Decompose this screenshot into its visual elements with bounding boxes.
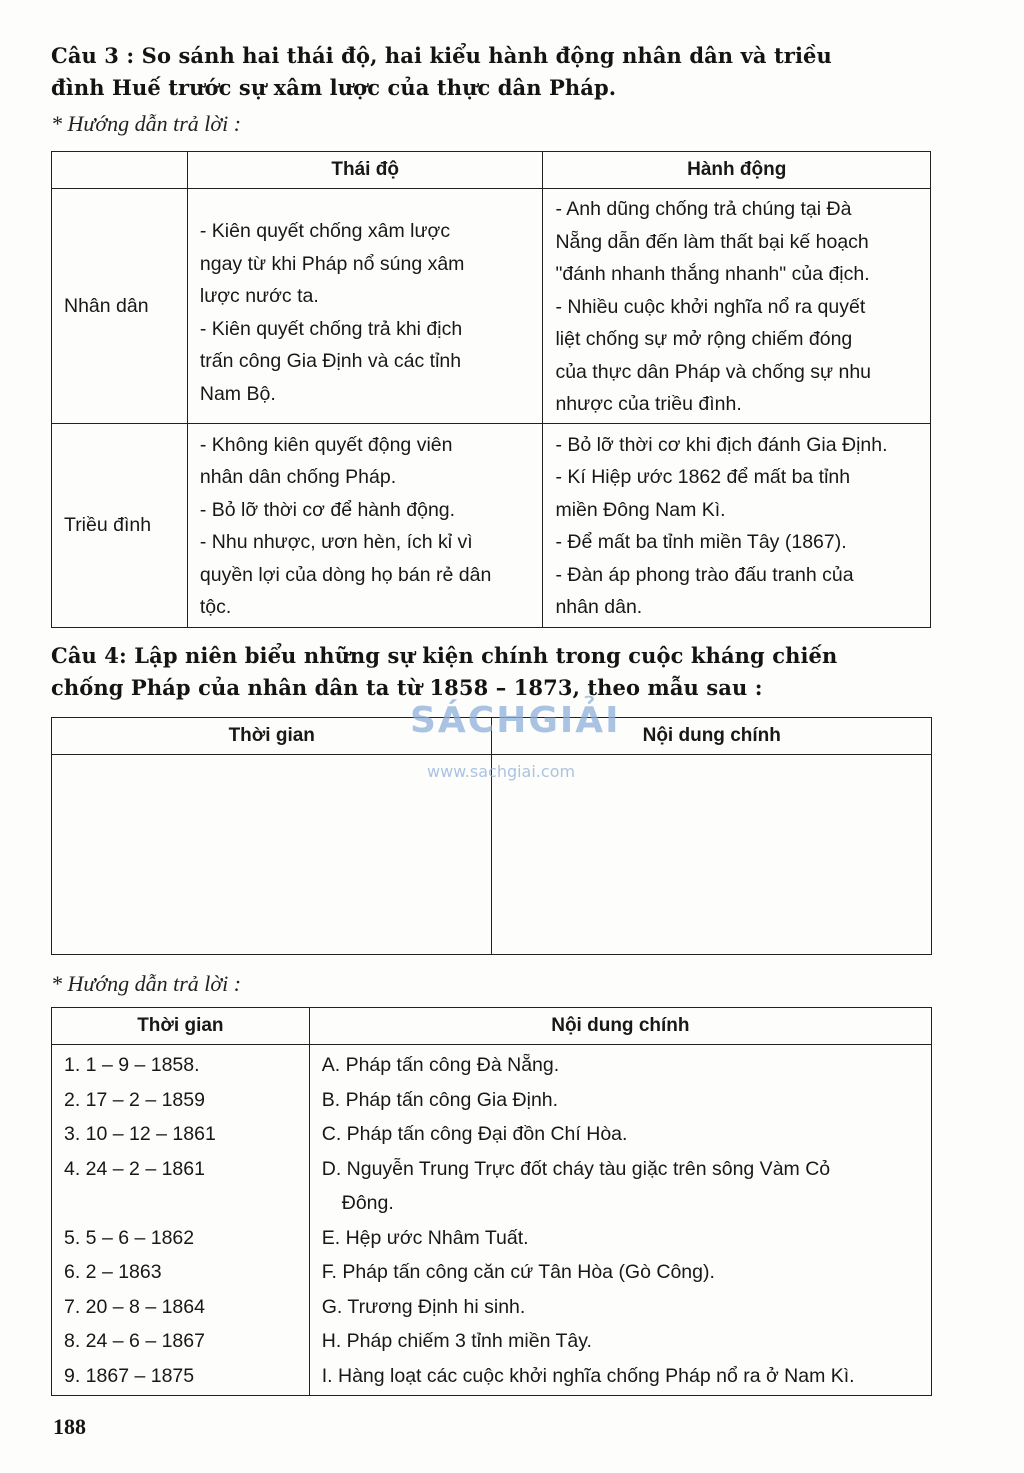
text-line: - Để mất ba tỉnh miền Tây (1867). bbox=[555, 531, 847, 553]
text-line: nhược của triều đình. bbox=[555, 393, 742, 415]
header-attitude: Thái độ bbox=[187, 152, 543, 189]
question-3-line-2: đình Huế trước sự xâm lược của thực dân Pháp. bbox=[51, 75, 617, 100]
text-line: - Bỏ lỡ thời cơ khi địch đánh Gia Định. bbox=[555, 433, 888, 456]
table-row bbox=[52, 423, 931, 627]
content-item: I. Hàng loạt các cuộc khởi nghĩa chống Pháp nổ ra ở Nam Kì. bbox=[321, 1364, 855, 1387]
time-item: 8. 24 – 6 – 1867 bbox=[64, 1330, 205, 1352]
text-line: tộc. bbox=[199, 596, 232, 618]
chronology-header-row bbox=[52, 1008, 932, 1045]
text-line: của thực dân Pháp và chống sự nhu bbox=[555, 360, 872, 383]
header-empty bbox=[52, 152, 188, 189]
people-attitude-cell bbox=[187, 189, 543, 424]
content-item-continuation: Đông. bbox=[341, 1192, 394, 1214]
time-item: 2. 17 – 2 – 1859 bbox=[64, 1088, 205, 1111]
text-line: "đánh nhanh thắng nhanh" của địch. bbox=[555, 263, 870, 285]
text-line: miền Đông Nam Kì. bbox=[555, 498, 726, 521]
content-item: G. Trương Định hi sinh. bbox=[321, 1295, 526, 1318]
time-item: 9. 1867 – 1875 bbox=[64, 1364, 195, 1387]
time-item: 4. 24 – 2 – 1861 bbox=[64, 1157, 205, 1180]
header-action: Hành động bbox=[543, 152, 931, 189]
text-line: ngay từ khi Pháp nổ súng xâm bbox=[199, 252, 465, 275]
text-line: - Anh dũng chống trả chúng tại Đà bbox=[555, 198, 852, 220]
text-line: - Kiên quyết chống xâm lược bbox=[199, 220, 451, 243]
page-number: 188 bbox=[53, 1414, 86, 1439]
text-line: - Đàn áp phong trào đấu tranh của bbox=[555, 563, 854, 586]
content-item: A. Pháp tấn công Đà Nẵng. bbox=[321, 1054, 560, 1076]
text-line: - Nhiều cuộc khởi nghĩa nổ ra quyết bbox=[555, 295, 866, 318]
watermark-url: www.sachgiai.com bbox=[427, 762, 576, 781]
court-action-cell bbox=[543, 423, 931, 627]
question-4-line-2: chống Pháp của nhân dân ta từ 1858 – 1873, theo mẫu sau : bbox=[51, 675, 763, 700]
table-row bbox=[52, 189, 931, 424]
content-item: D. Nguyễn Trung Trực đốt cháy tàu giặc trên sông Vàm Cỏ bbox=[321, 1157, 831, 1180]
template-header-row bbox=[52, 718, 932, 755]
text-line: - Kiên quyết chống trả khi địch bbox=[199, 317, 463, 340]
empty-time-cell bbox=[52, 755, 492, 955]
text-line: - Bỏ lỡ thời cơ để hành động. bbox=[199, 498, 456, 521]
text-line: nhân dân. bbox=[555, 596, 643, 618]
text-line: quyền lợi của dòng họ bán rẻ dân bbox=[199, 563, 492, 586]
time-item: 7. 20 – 8 – 1864 bbox=[64, 1295, 205, 1318]
content-item: B. Pháp tấn công Gia Định. bbox=[321, 1088, 559, 1111]
row-label-court: Triều đình bbox=[52, 423, 188, 627]
row-label-people: Nhân dân bbox=[52, 189, 188, 424]
content-item: E. Hệp ước Nhâm Tuất. bbox=[321, 1226, 529, 1249]
question-3-line-1: Câu 3 : So sánh hai thái độ, hai kiểu hành động nhân dân và triều bbox=[51, 43, 832, 68]
answer-guide-label: * Hướng dẫn trả lời : bbox=[51, 111, 242, 136]
chronology-table bbox=[51, 1007, 932, 1396]
header-time: Thời gian bbox=[52, 718, 492, 755]
text-line: trấn công Gia Định và các tỉnh bbox=[199, 350, 462, 373]
text-line: lược nước ta. bbox=[199, 285, 319, 308]
text-line: liệt chống sự mở rộng chiếm đóng bbox=[555, 328, 853, 350]
text-line: - Nhu nhược, ươn hèn, ích kỉ vì bbox=[199, 531, 473, 553]
people-action-cell bbox=[543, 189, 931, 424]
text-line: Nam Bộ. bbox=[199, 382, 276, 405]
time-column bbox=[52, 1045, 310, 1396]
time-item: 3. 10 – 12 – 1861 bbox=[64, 1123, 216, 1145]
question-3-title bbox=[51, 40, 832, 104]
header-time: Thời gian bbox=[52, 1008, 310, 1045]
content-item: C. Pháp tấn công Đại đồn Chí Hòa. bbox=[321, 1123, 628, 1145]
text-line: - Kí Hiệp ước 1862 để mất ba tỉnh bbox=[555, 466, 851, 488]
header-content: Nội dung chính bbox=[492, 718, 932, 755]
answer-guide-label-2: * Hướng dẫn trả lời : bbox=[51, 971, 242, 996]
template-empty-row bbox=[52, 755, 932, 955]
content-item: H. Pháp chiếm 3 tỉnh miền Tây. bbox=[321, 1330, 592, 1352]
text-line: Nẵng dẫn đến làm thất bại kế hoạch bbox=[555, 230, 869, 253]
content-item: F. Pháp tấn công căn cứ Tân Hòa (Gò Công). bbox=[321, 1261, 715, 1283]
question-4-title bbox=[51, 640, 837, 704]
time-item: 5. 5 – 6 – 1862 bbox=[64, 1226, 195, 1249]
template-table bbox=[51, 717, 932, 955]
time-item: 1. 1 – 9 – 1858. bbox=[64, 1054, 200, 1076]
content-column bbox=[309, 1045, 931, 1396]
text-line: nhân dân chống Pháp. bbox=[199, 466, 397, 488]
empty-content-cell bbox=[492, 755, 932, 955]
watermark-logo: SÁCHGIẢI bbox=[410, 700, 621, 741]
comparison-table bbox=[51, 151, 931, 628]
time-item: 6. 2 – 1863 bbox=[64, 1261, 162, 1283]
time-item-spacer bbox=[64, 1186, 297, 1221]
text-line: - Không kiên quyết động viên bbox=[199, 433, 453, 456]
question-4-line-1: Câu 4: Lập niên biểu những sự kiện chính trong cuộc kháng chiến bbox=[51, 643, 838, 668]
chronology-body-row bbox=[52, 1045, 932, 1396]
court-attitude-cell bbox=[187, 423, 543, 627]
comparison-header-row bbox=[52, 152, 931, 189]
header-content: Nội dung chính bbox=[309, 1008, 931, 1045]
